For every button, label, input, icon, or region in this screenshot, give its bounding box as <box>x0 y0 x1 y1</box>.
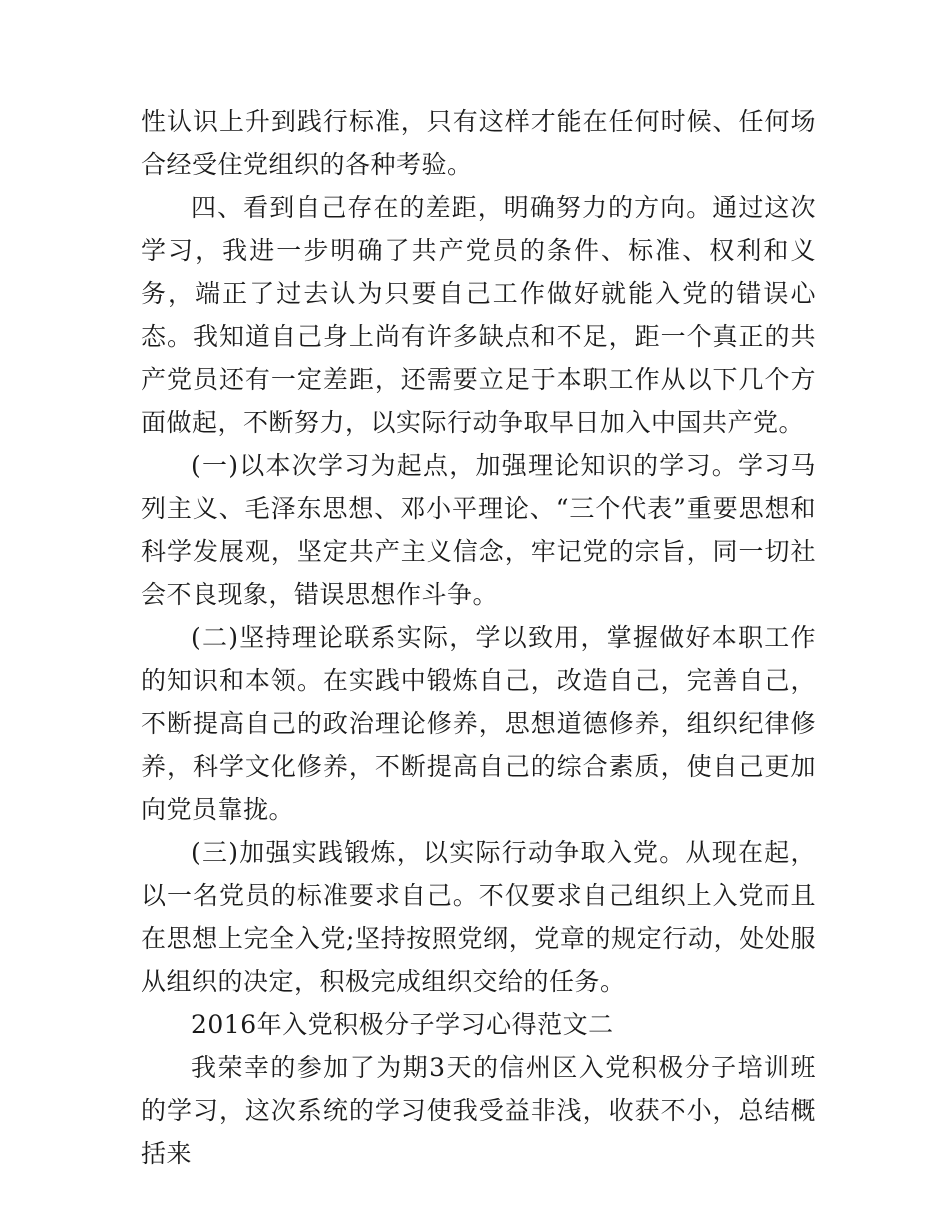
paragraph-sample-two-intro: 我荣幸的参加了为期3天的信州区入党积极分子培训班的学习，这次系统的学习使我受益非浅，收获不小，总结概括来 <box>141 1053 816 1168</box>
paragraph-section-four: 四、看到自己存在的差距，明确努力的方向。通过这次学习，我进一步明确了共产党员的条件、标准、权利和义务，端正了过去认为只要自己工作做好就能入党的错误心态。我知道自己身上尚有许多缺点和不足，距一个真正的共产党员还有一定差距，还需要立足于本职工作从以下几个方面做起，不断努力，以实际行动争取早日加入中国共产党。 <box>141 193 816 437</box>
paragraph-item-two: (二)坚持理论联系实际，学以致用，掌握做好本职工作的知识和本领。在实践中锻炼自己，改造自己，完善自己，不断提高自己的政治理论修养，思想道德修养，组织纪律修养，科学文化修养，不断提高自己的综合素质，使自己更加向党员靠拢。 <box>141 623 816 824</box>
paragraph-item-one: (一)以本次学习为起点，加强理论知识的学习。学习马列主义、毛泽东思想、邓小平理论、“三个代表”重要思想和科学发展观，坚定共产主义信念，牢记党的宗旨，同一切社会不良现象，错误思想作斗争。 <box>141 451 816 609</box>
paragraph-item-three: (三)加强实践锻炼，以实际行动争取入党。从现在起，以一名党员的标准要求自己。不仅要求自己组织上入党而且在思想上完全入党;坚持按照党纲，党章的规定行动，处处服从组织的决定，积极完成组织交给的任务。 <box>141 838 816 996</box>
paragraph-continuation: 性认识上升到践行标准，只有这样才能在任何时候、任何场合经受住党组织的各种考验。 <box>141 107 816 179</box>
document-body <box>141 100 816 1175</box>
section-heading: 2016年入党积极分子学习心得范文二 <box>191 1010 614 1039</box>
